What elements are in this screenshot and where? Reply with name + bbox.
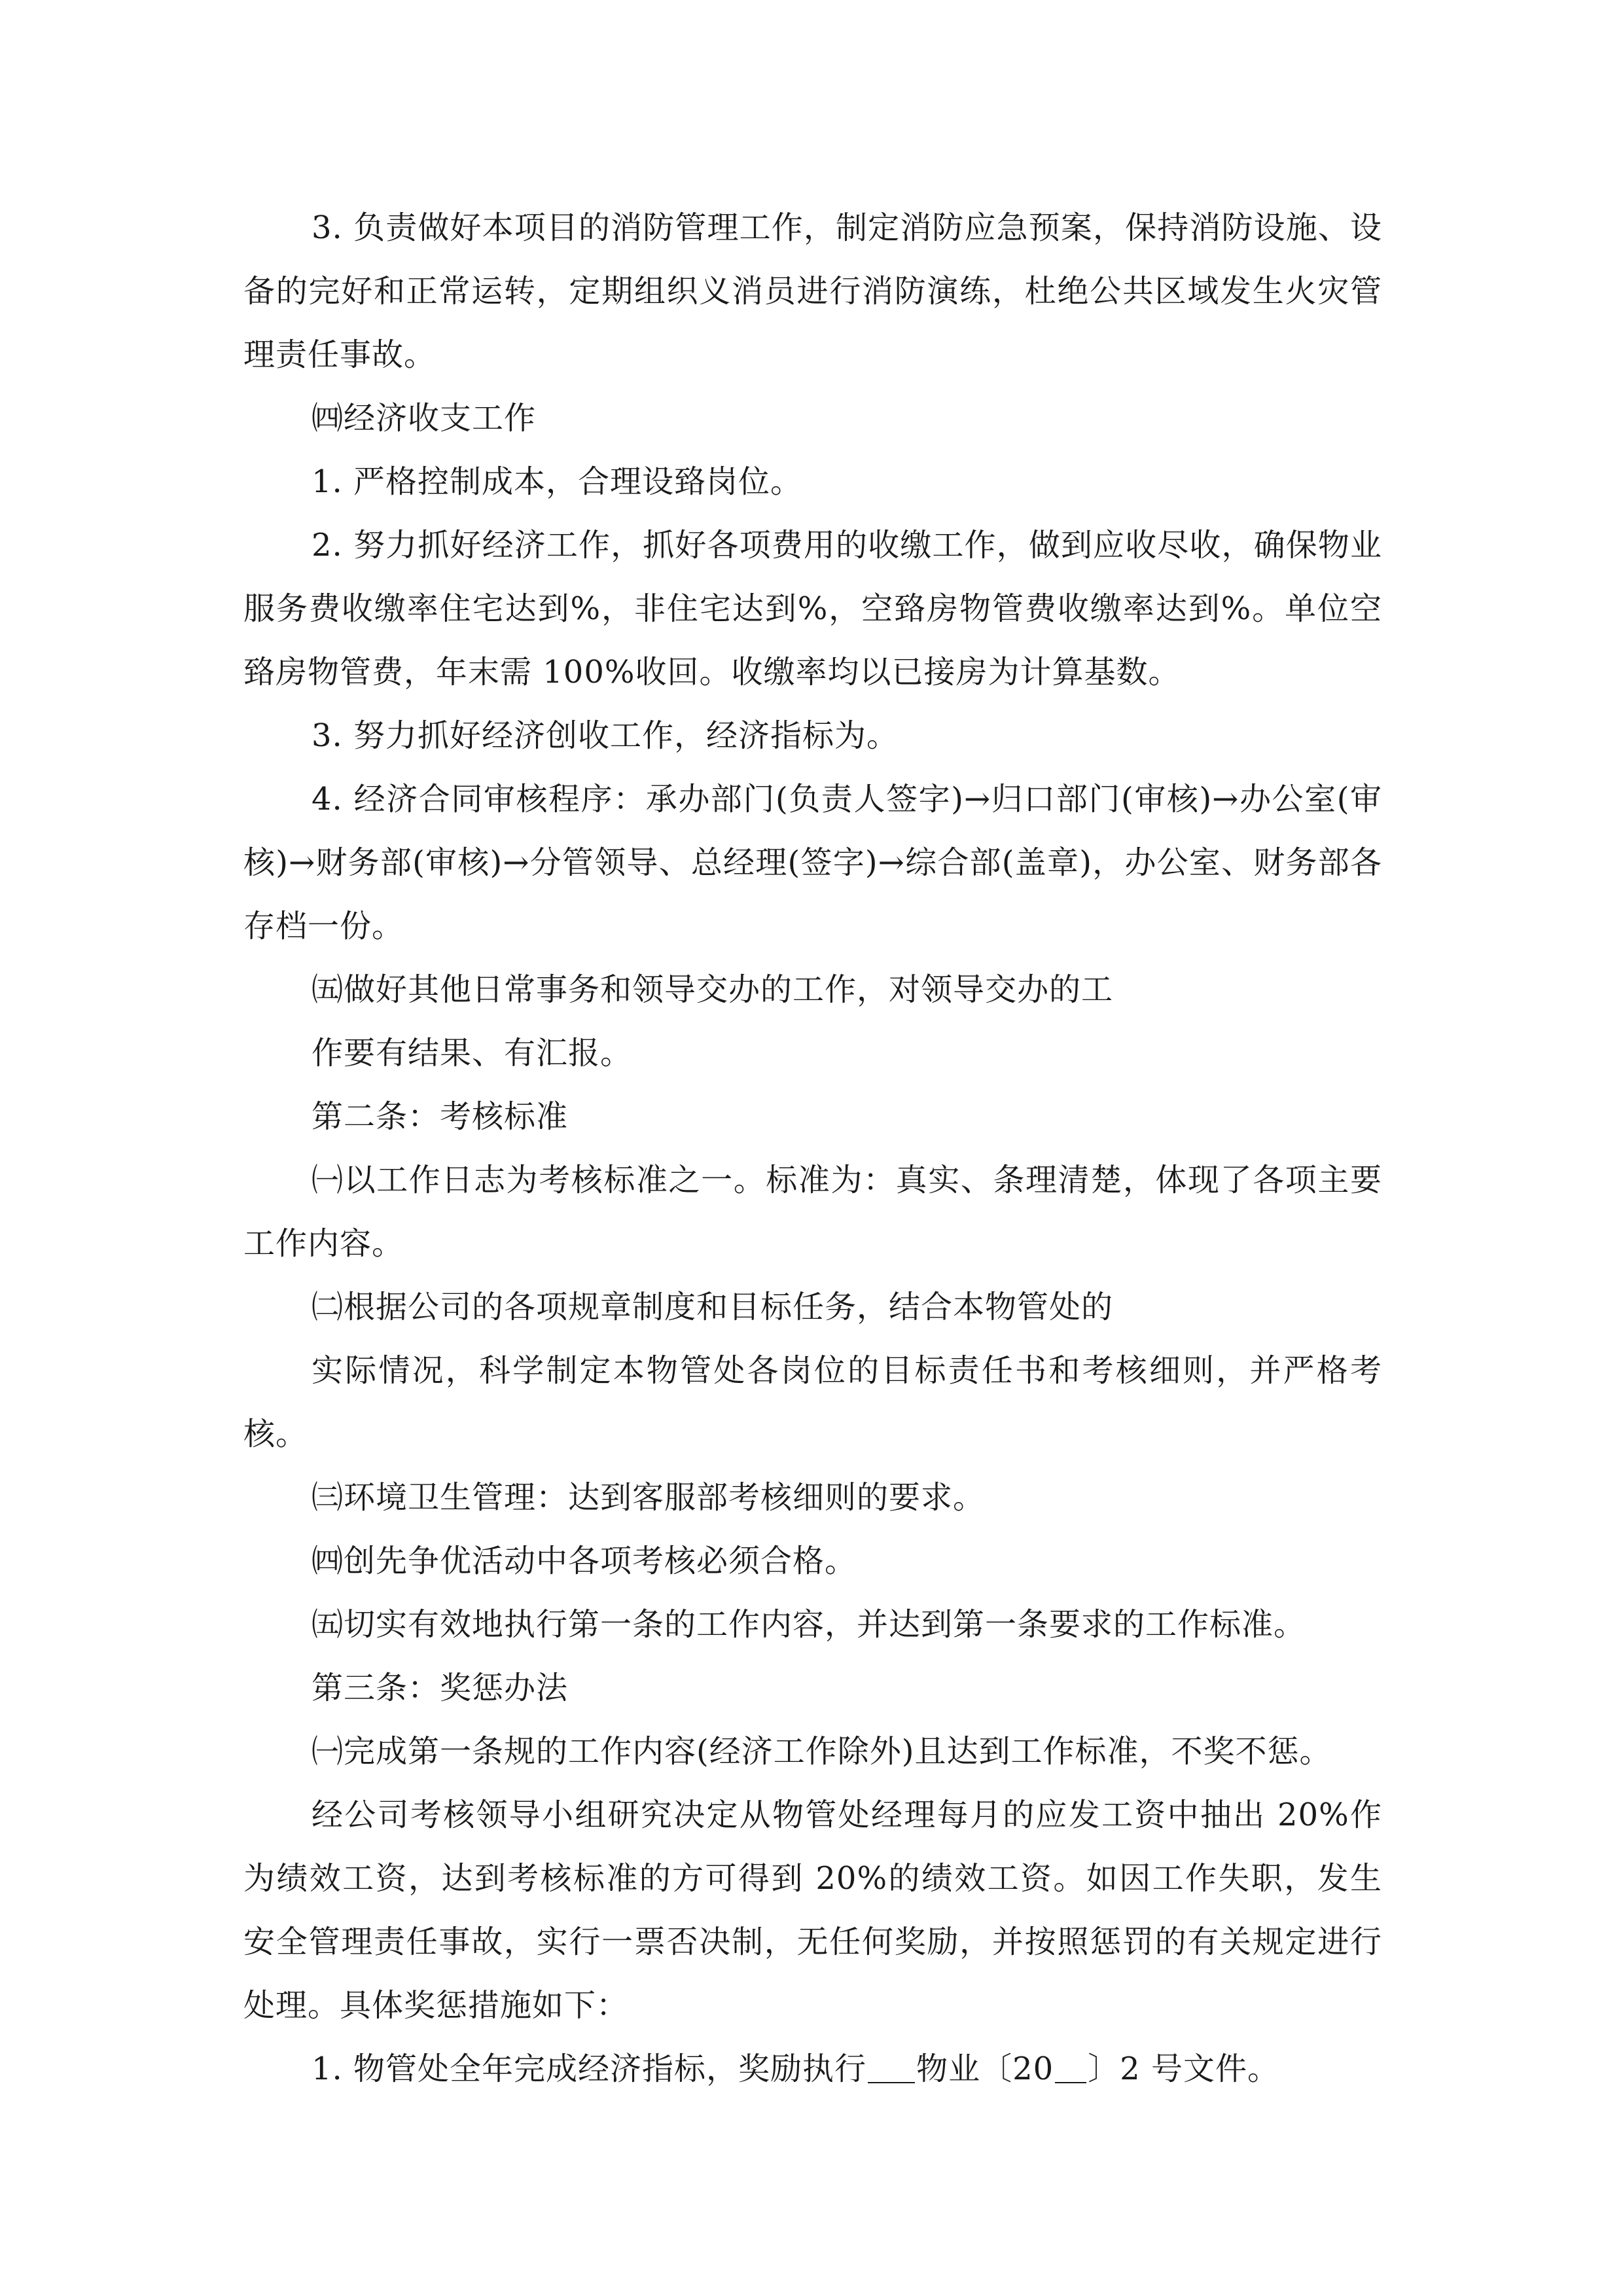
paragraph-cost-control: 1. 严格控制成本，合理设臵岗位。 — [312, 463, 803, 500]
paragraph-no-reward-penalty: ㈠完成第一条规的工作内容(经济工作除外)且达到工作标准，不奖不惩。 — [312, 1733, 1332, 1770]
annual-target-text-2: 物业〔20 — [916, 2051, 1054, 2087]
paragraph-environment: ㈢环境卫生管理：达到客服部考核细则的要求。 — [312, 1479, 986, 1516]
paragraph-annual-target — [243, 2037, 1382, 2101]
paragraph-daily-affairs: ㈤做好其他日常事务和领导交办的工作，对领导交办的工 — [312, 971, 1114, 1008]
heading-article-three: 第三条：奖惩办法 — [312, 1670, 569, 1706]
blank-underline — [1055, 2051, 1086, 2083]
paragraph-fee-collection: 2. 努力抓好经济工作，抓好各项费用的收缴工作，做到应收尽收，确保物业服务费收缴率住宅达到%，非住宅达到%，空臵房物管费收缴率达到%。单位空臵房物管费，年末需 100%收回。收缴率均以已接房为计算基数。 — [243, 527, 1382, 691]
heading-economic-income: ㈣经济收支工作 — [312, 400, 537, 437]
paragraph-regulations-cont: 实际情况，科学制定本物管处各岗位的目标责任书和考核细则，并严格考核。 — [243, 1352, 1382, 1452]
blank-underline — [868, 2051, 915, 2083]
paragraph-contract-review: 4. 经济合同审核程序：承办部门(负责人签字)→归口部门(审核)→办公室(审核)→财务部(审核)→分管领导、总经理(签字)→综合部(盖章)，办公室、财务部各存档一份。 — [243, 781, 1382, 944]
paragraph-execute-article-one: ㈤切实有效地执行第一条的工作内容，并达到第一条要求的工作标准。 — [312, 1606, 1306, 1643]
paragraph-regulations: ㈡根据公司的各项规章制度和目标任务，结合本物管处的 — [312, 1289, 1114, 1325]
annual-target-text-3: 〕2 号文件。 — [1088, 2051, 1279, 2087]
paragraph-fire-safety: 3. 负责做好本项目的消防管理工作，制定消防应急预案，保持消防设施、设备的完好和正常运转，定期组织义消员进行消防演练，杜绝公共区域发生火灾管理责任事故。 — [243, 209, 1382, 373]
paragraph-excellence: ㈣创先争优活动中各项考核必须合格。 — [312, 1543, 857, 1579]
paragraph-work-log: ㈠以工作日志为考核标准之一。标准为：真实、条理清楚，体现了各项主要工作内容。 — [243, 1162, 1382, 1262]
paragraph-daily-affairs-cont: 作要有结果、有汇报。 — [312, 1035, 633, 1071]
document-body — [243, 196, 1382, 2101]
paragraph-performance-pay: 经公司考核领导小组研究决定从物管处经理每月的应发工资中抽出 20%作为绩效工资，达到考核标准的方可得到 20%的绩效工资。如因工作失职，发生安全管理责任事故，实行一票否决制，无任何奖励，并按照惩罚的有关规定进行处理。具体奖惩措施如下： — [243, 1797, 1382, 2024]
annual-target-text-1: 1. 物管处全年完成经济指标，奖励执行 — [312, 2051, 867, 2087]
heading-article-two: 第二条：考核标准 — [312, 1098, 569, 1135]
paragraph-revenue-generation: 3. 努力抓好经济创收工作，经济指标为。 — [312, 717, 899, 754]
